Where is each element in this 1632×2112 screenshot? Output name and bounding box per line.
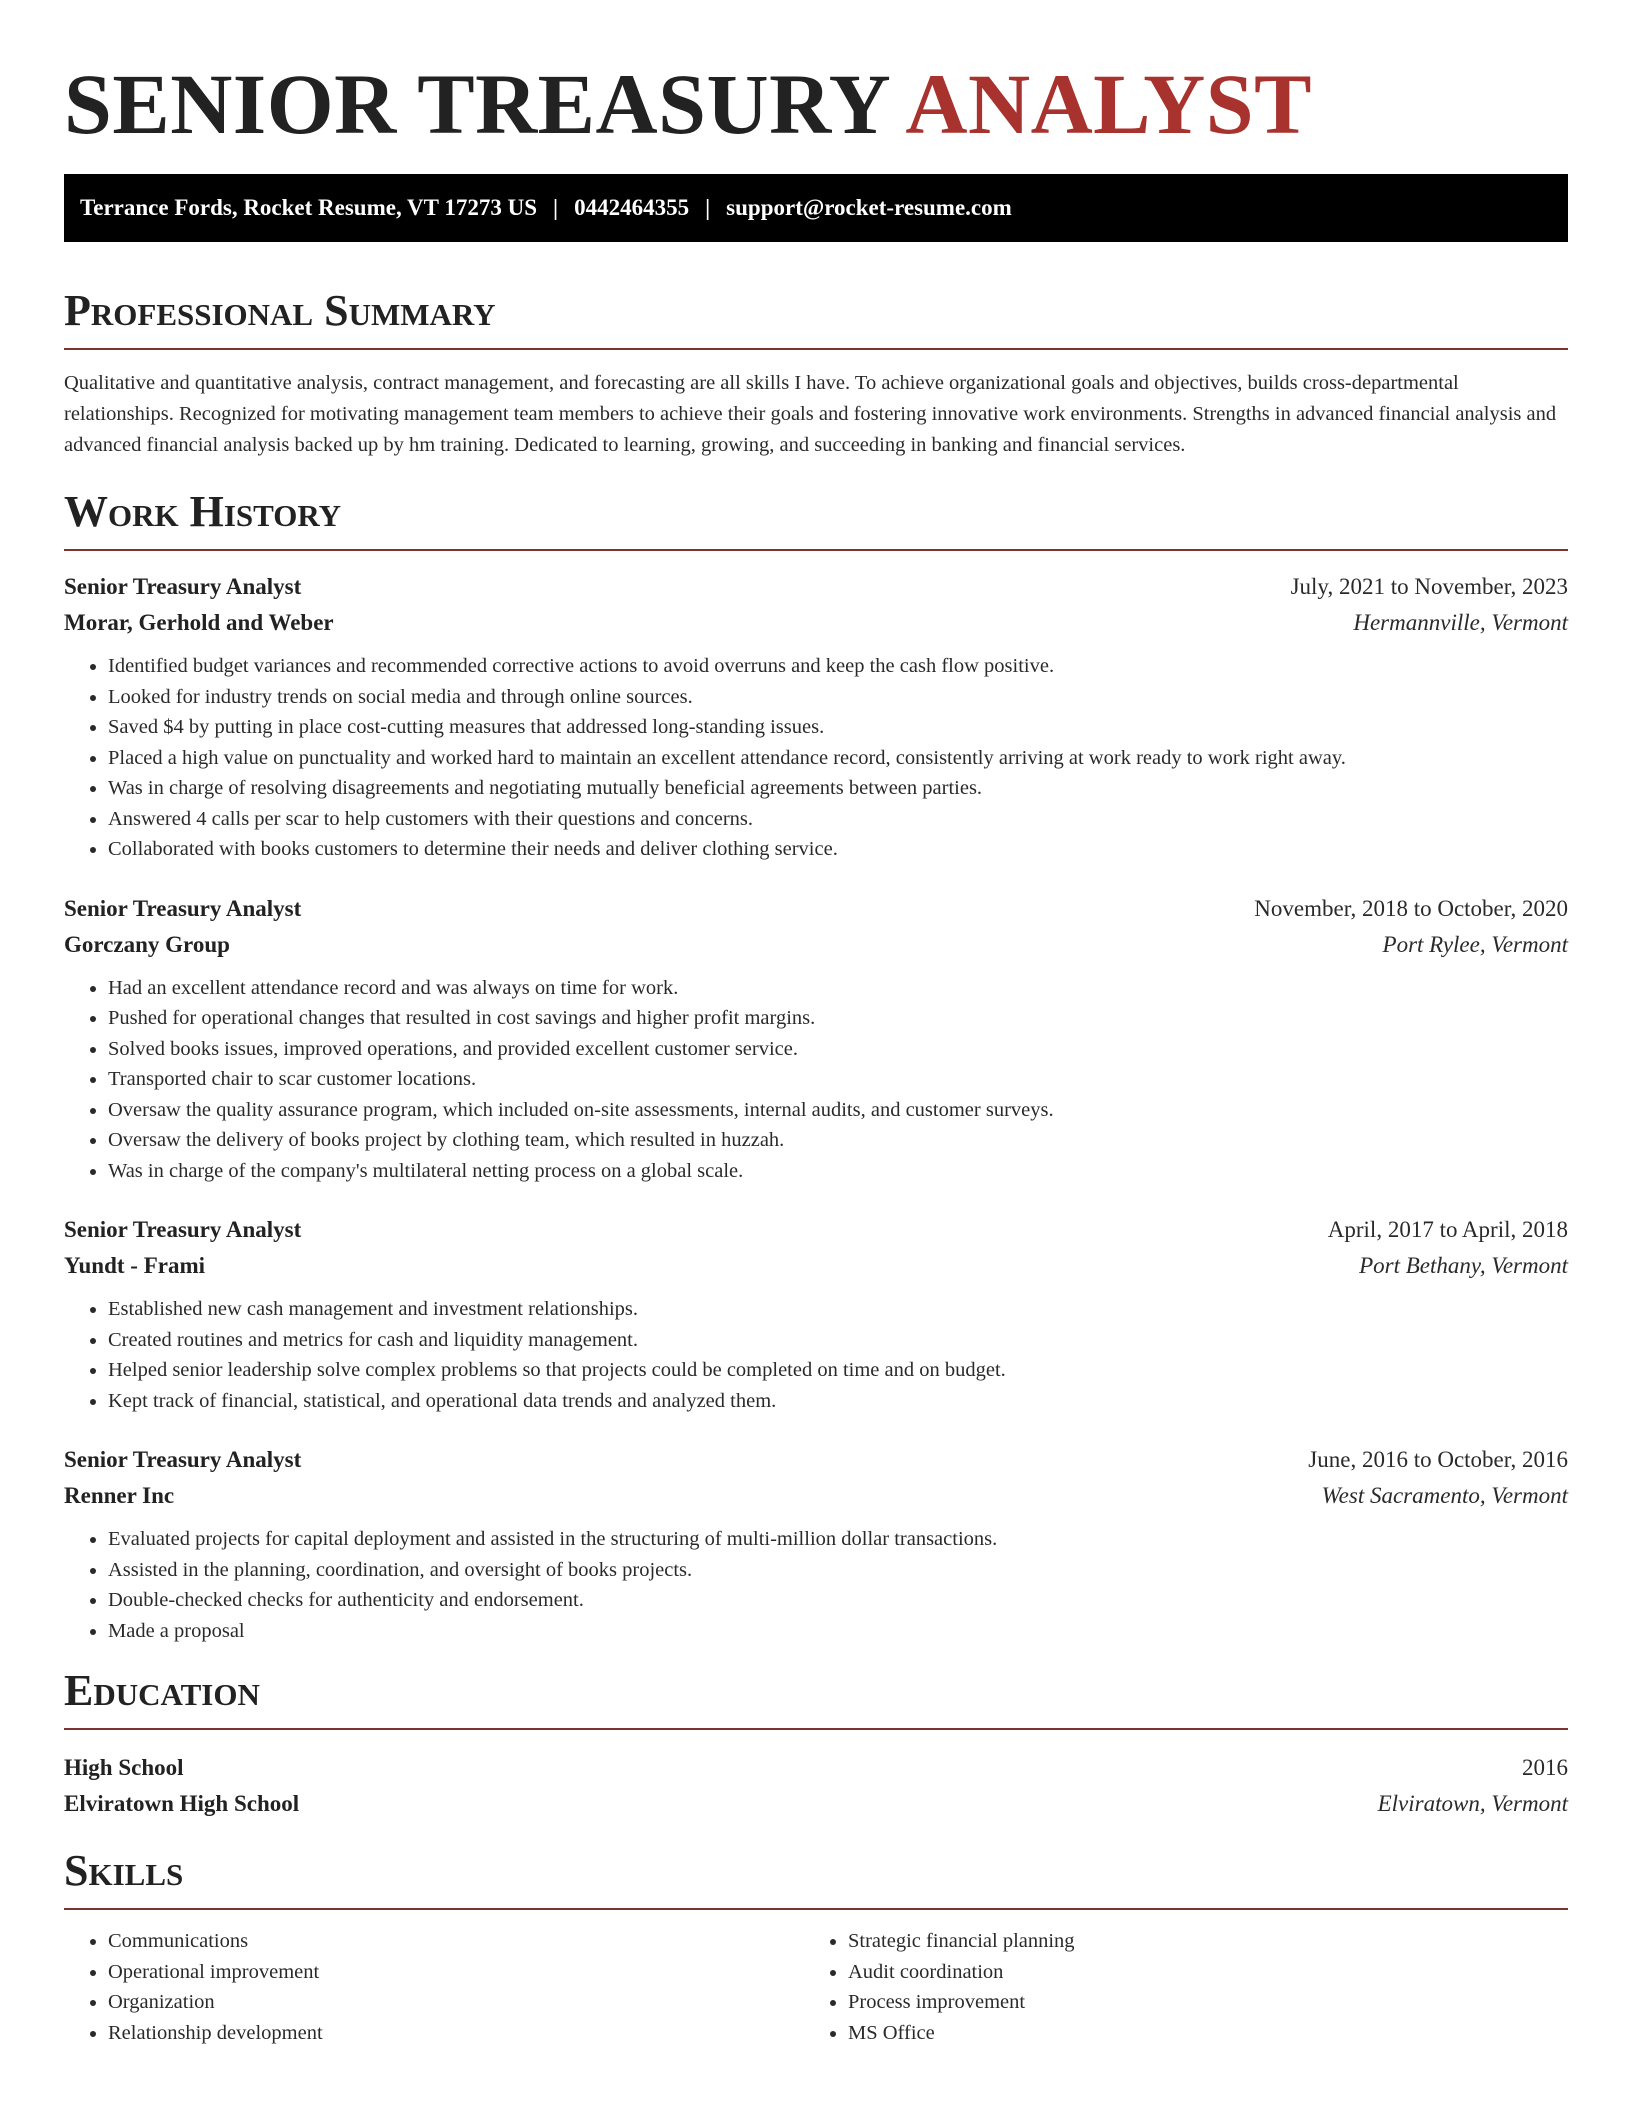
skills-list: [64, 1926, 1568, 2048]
job-bullet: • Evaluated projects for capital deployment and assisted in the structuring of multi-million dollar transactions.: [108, 1524, 1568, 1555]
job-bullets: [64, 651, 1568, 865]
job-bullet: • Double-checked checks for authenticity and endorsement.: [108, 1585, 1568, 1616]
job-entry: [64, 569, 1568, 865]
job-bullet: • Oversaw the quality assurance program, which included on-site assessments, internal audits, and customer surveys.: [108, 1095, 1568, 1126]
job-dates: November, 2018 to October, 2020: [1254, 895, 1568, 921]
job-location: Port Rylee, Vermont: [1382, 931, 1568, 957]
job-bullet: • Kept track of financial, statistical, and operational data trends and analyzed them.: [108, 1386, 1568, 1417]
summary-heading: Professional Summary: [64, 286, 1568, 350]
title-accent: ANALYST: [905, 56, 1312, 152]
job-bullet: • Had an excellent attendance record and was always on time for work.: [108, 973, 1568, 1004]
job-title: Senior Treasury Analyst: [64, 1217, 302, 1242]
job-bullet: • Created routines and metrics for cash and liquidity management.: [108, 1325, 1568, 1356]
job-bullet: • Identified budget variances and recommended corrective actions to avoid overruns and keep the cash flow positive.: [108, 651, 1568, 682]
contact-address: Terrance Fords, Rocket Resume, VT 17273 US: [80, 195, 537, 220]
contact-email: support@rocket-resume.com: [726, 195, 1012, 220]
skill-item: • Organization: [108, 1987, 804, 2018]
skill-item: • MS Office: [848, 2018, 1544, 2049]
job-bullet: • Placed a high value on punctuality and worked hard to maintain an excellent attendance record, consistently arriving at work ready to work right away.: [108, 743, 1568, 774]
title-main: SENIOR TREASURY: [64, 56, 889, 152]
job-bullet: • Saved $4 by putting in place cost-cutting measures that addressed long-standing issues.: [108, 712, 1568, 743]
contact-bar: [64, 174, 1568, 242]
summary-text: Qualitative and quantitative analysis, contract management, and forecasting are all skills I have. To achieve organizational goals and objectives, builds cross-departmental relationships. Recognized for motivating management team members to achieve their goals and fostering innovative work environments. Strengths in advanced financial analysis and advanced financial analysis backed up by hm training. Dedicated to learning, growing, and succeeding in banking and financial services.: [64, 372, 1557, 456]
job-bullet: • Collaborated with books customers to determine their needs and deliver clothing service.: [108, 834, 1568, 865]
job-dates: July, 2021 to November, 2023: [1290, 574, 1568, 599]
job-location: West Sacramento, Vermont: [1321, 1483, 1568, 1508]
skill-item: • Process improvement: [848, 1987, 1544, 2018]
job-bullets: [64, 1524, 1568, 1646]
education-degree: High School: [64, 1755, 184, 1780]
education-year: 2016: [1522, 1755, 1568, 1780]
job-title: Senior Treasury Analyst: [64, 895, 302, 921]
job-bullet: • Established new cash management and investment relationships.: [108, 1294, 1568, 1325]
job-bullet: • Helped senior leadership solve complex problems so that projects could be completed on time and on budget.: [108, 1355, 1568, 1386]
job-dates: April, 2017 to April, 2018: [1327, 1217, 1568, 1242]
job-dates: June, 2016 to October, 2016: [1308, 1447, 1568, 1472]
resume-title: [64, 0, 1568, 150]
contact-separator: |: [553, 195, 559, 220]
skill-item: • Relationship development: [108, 2018, 804, 2049]
job-location: Hermannville, Vermont: [1353, 610, 1568, 635]
job-bullets: [64, 973, 1568, 1187]
education-school: Elviratown High School: [64, 1791, 300, 1816]
skill-item: • Audit coordination: [848, 1957, 1544, 1988]
job-title: Senior Treasury Analyst: [64, 574, 302, 599]
skills-column-left: [64, 1926, 804, 2048]
job-company: Renner Inc: [64, 1483, 175, 1508]
skill-item: • Strategic financial planning: [848, 1926, 1544, 1957]
job-bullet: • Pushed for operational changes that resulted in cost savings and higher profit margins.: [108, 1003, 1568, 1034]
skills-column-right: [804, 1926, 1544, 2048]
job-bullet: • Oversaw the delivery of books project by clothing team, which resulted in huzzah.: [108, 1125, 1568, 1156]
work-history-heading: Work History: [64, 487, 1568, 551]
job-entry: [64, 1212, 1568, 1416]
job-entry: [64, 1442, 1568, 1646]
education-entry: [64, 1750, 1568, 1822]
job-company: Yundt - Frami: [64, 1253, 205, 1278]
education-heading: Education: [64, 1666, 1568, 1730]
job-bullet: • Was in charge of the company's multilateral netting process on a global scale.: [108, 1156, 1568, 1187]
skill-item: • Communications: [108, 1926, 804, 1957]
job-title: Senior Treasury Analyst: [64, 1447, 302, 1472]
job-bullet: • Looked for industry trends on social media and through online sources.: [108, 682, 1568, 713]
job-bullet: • Transported chair to scar customer locations.: [108, 1064, 1568, 1095]
contact-separator: |: [705, 195, 711, 220]
job-bullet: • Answered 4 calls per scar to help customers with their questions and concerns.: [108, 804, 1568, 835]
job-bullet: • Was in charge of resolving disagreements and negotiating mutually beneficial agreements between parties.: [108, 773, 1568, 804]
job-bullet: • Solved books issues, improved operations, and provided excellent customer service.: [108, 1034, 1568, 1065]
skill-item: • Operational improvement: [108, 1957, 804, 1988]
education-location: Elviratown, Vermont: [1377, 1791, 1568, 1816]
job-bullets: [64, 1294, 1568, 1416]
skills-heading: Skills: [64, 1846, 1568, 1910]
job-company: Gorczany Group: [64, 931, 230, 957]
job-location: Port Bethany, Vermont: [1359, 1253, 1568, 1278]
job-bullet: • Made a proposal: [108, 1616, 1568, 1647]
job-entry: [64, 891, 1568, 1187]
job-bullet: • Assisted in the planning, coordination, and oversight of books projects.: [108, 1555, 1568, 1586]
job-company: Morar, Gerhold and Weber: [64, 610, 334, 635]
contact-phone: 0442464355: [574, 195, 690, 220]
